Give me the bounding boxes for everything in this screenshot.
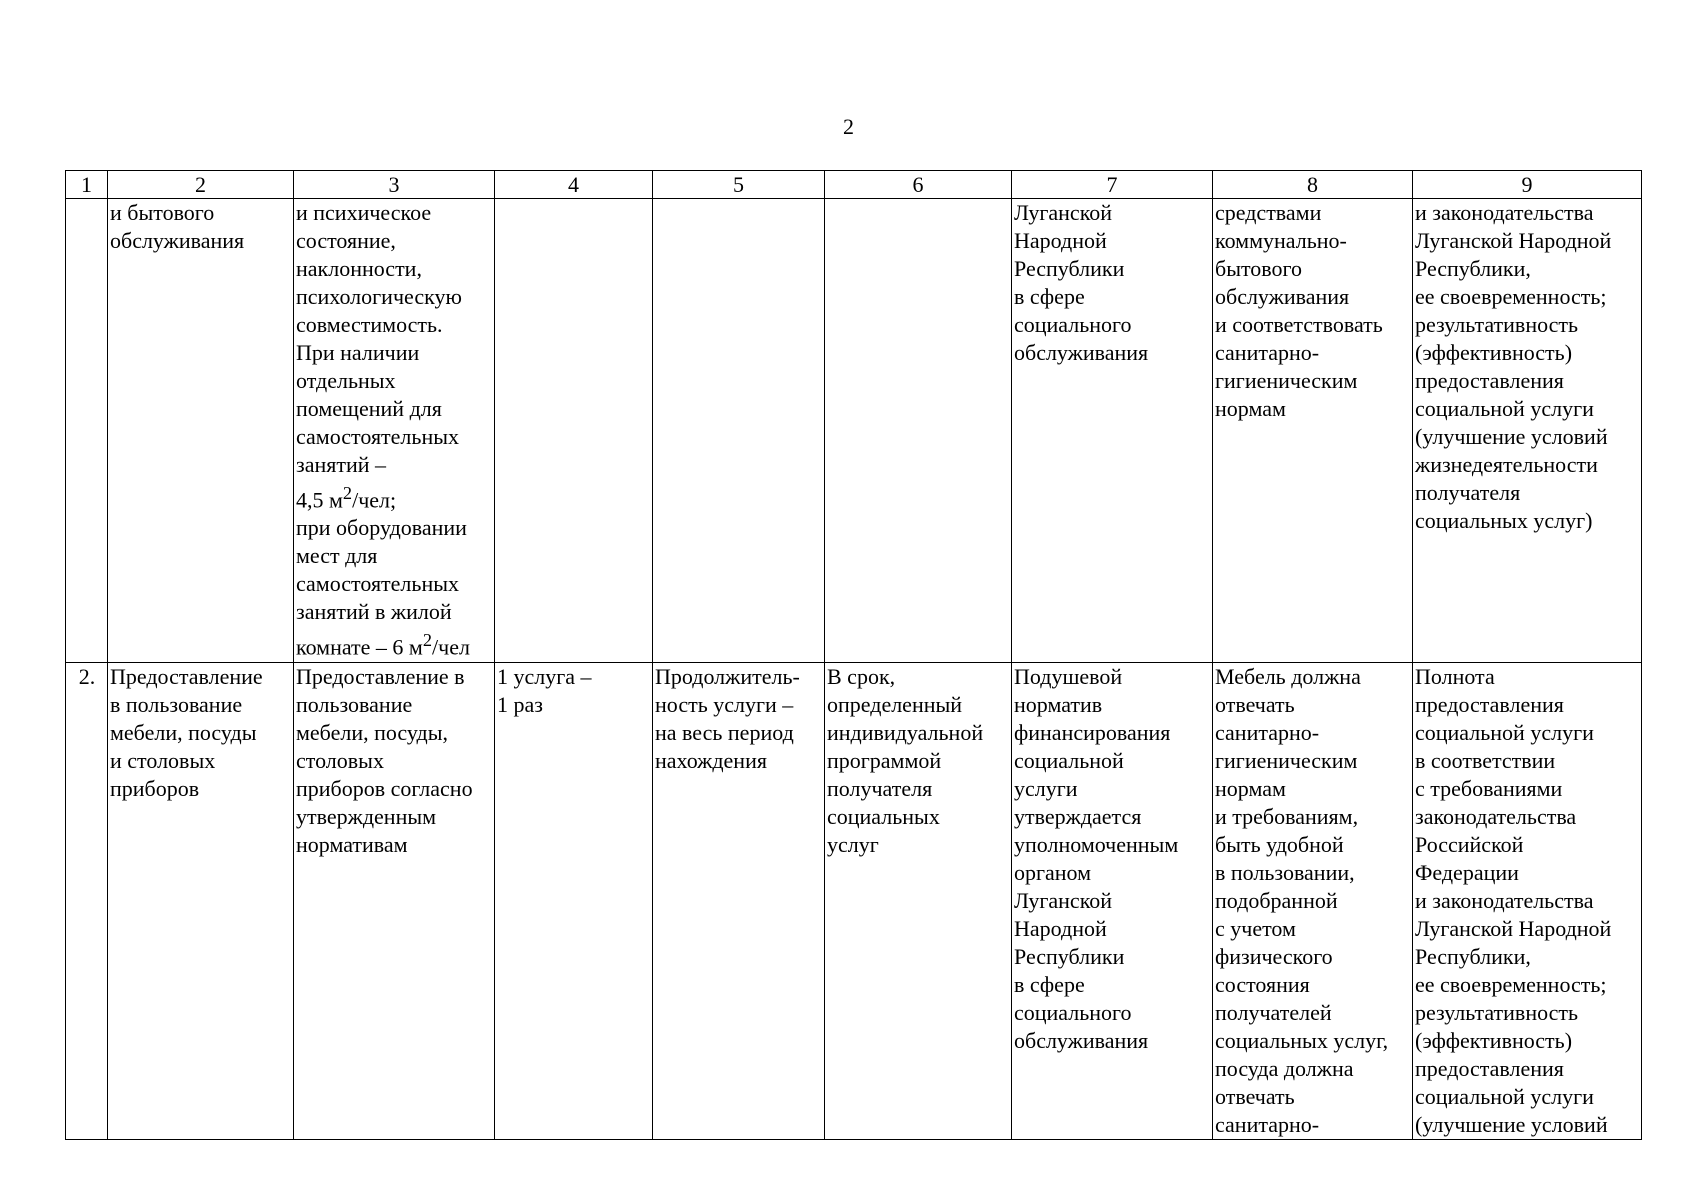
column-header-6: 6	[825, 171, 1012, 199]
term-cell	[825, 199, 1012, 663]
row-number-cell: 2.	[66, 662, 108, 1139]
row-number-cell	[66, 199, 108, 663]
service-name-cell: Предоставление в пользование мебели, посуды и столовых приборов	[108, 662, 294, 1139]
service-name-cell: и бытового обслуживания	[108, 199, 294, 663]
column-header-5: 5	[653, 171, 825, 199]
duration-cell: Продолжитель- ность услуги – на весь период нахождения	[653, 662, 825, 1139]
service-description-text: и психическое состояние, наклонности, психологическую совместимость. При наличии отдельных помещений для самостоятельных занятий – 4,5 $м^2$/чел; при оборудовании мест для самостоятельных занятий в жилой комнате – 6 $м^2$/чел	[296, 200, 470, 660]
table-row	[66, 662, 1642, 1139]
column-header-7: 7	[1012, 171, 1213, 199]
column-header-4: 4	[495, 171, 653, 199]
superscript: 2	[422, 630, 433, 651]
quality-cell: и законодательства Луганской Народной Республики, ее своевременность; результативность (эффективность) предоставления социальной услуги (улучшение условий жизнедеятельности получателя социальных услуг)	[1413, 199, 1642, 663]
quality-cell: Полнота предоставления социальной услуги в соответствии с требованиями законодательства Российской Федерации и законодательства Луганской Народной Республики, ее своевременность; результативность (эффективность) предоставления социальной услуги (улучшение условий	[1413, 662, 1642, 1139]
service-description-cell: Предоставление в пользование мебели, посуды, столовых приборов согласно утвержденным нормативам	[294, 662, 495, 1139]
term-cell: В срок, определенный индивидуальной программой получателя социальных услуг	[825, 662, 1012, 1139]
header-row	[66, 171, 1642, 199]
duration-cell	[653, 199, 825, 663]
column-header-8: 8	[1213, 171, 1413, 199]
superscript: 2	[342, 483, 353, 503]
column-header-2: 2	[108, 171, 294, 199]
services-table	[65, 170, 1642, 1140]
service-description-cell	[294, 199, 495, 663]
volume-cell: 1 услуга – 1 раз	[495, 662, 653, 1139]
funding-cell: Луганской Народной Республики в сфере социального обслуживания	[1012, 199, 1213, 663]
funding-cell: Подушевой норматив финансирования социальной услуги утверждается уполномоченным органом Луганской Народной Республики в сфере социального обслуживания	[1012, 662, 1213, 1139]
column-header-3: 3	[294, 171, 495, 199]
page-number: 2	[843, 114, 854, 139]
column-header-1: 1	[66, 171, 108, 199]
conditions-cell: средствами коммунально- бытового обслуживания и соответствовать санитарно- гигиеническим нормам	[1213, 199, 1413, 663]
table-row	[66, 199, 1642, 663]
volume-cell	[495, 199, 653, 663]
column-header-9: 9	[1413, 171, 1642, 199]
conditions-cell: Мебель должна отвечать санитарно- гигиеническим нормам и требованиям, быть удобной в пользовании, подобранной с учетом физического состояния получателей социальных услуг, посуда должна отвечать санитарно-	[1213, 662, 1413, 1139]
